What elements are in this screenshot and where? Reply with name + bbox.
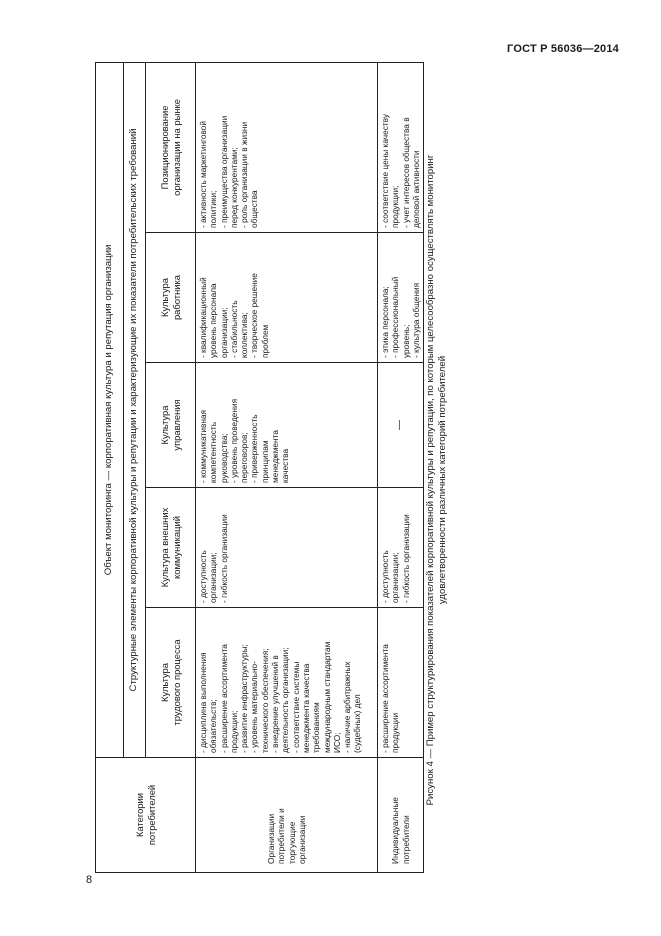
column-header-employee [146, 233, 196, 363]
column-header-labor [146, 608, 196, 758]
column-header-communications [146, 488, 196, 608]
table-row [196, 62, 378, 872]
rotated-table-frame [95, 63, 421, 873]
object-header: Объект мониторинга — корпоративная культура и репутация организации [96, 62, 124, 757]
cell-text: - этика персонала; - профессиональный уровень; - культура общения [380, 276, 421, 358]
caption-line-2: удовлетворенности различных категорий потребителей [437, 355, 448, 605]
table-container [95, 63, 421, 873]
table-cell [378, 488, 424, 608]
category-text: Организации потребители и торгующие организации [265, 808, 307, 864]
caption-line-1: Рисунок 4 — Пример структурирования показателей корпоративной культуры и репутации, по которым целесообразно осуществлять мониторинг [425, 154, 436, 806]
cell-text: - доступность организации; - гибкость организации [198, 514, 229, 603]
monitoring-table [95, 62, 424, 873]
standard-designation: ГОСТ Р 56036—2014 [507, 43, 619, 55]
table-cell [196, 488, 378, 608]
column-header-text: Позиционирование организации на рынке [159, 99, 182, 196]
column-header-text: Культура трудового процесса [159, 639, 182, 726]
column-header-text: Культура управления [159, 399, 182, 451]
table-cell [196, 363, 378, 488]
cell-text: - дисциплина выполнения обязательств; - расширение ассортимента продукции; - развитие инфраструктуры; - уровень материально- технического обеспечения; - внедрение улучшений в деятельность организации; - соответствие системы менеджмента качества требованиям международным стандартам ИСО; - наличие арбитражных (судебных) дел [198, 641, 363, 753]
table-cell [196, 608, 378, 758]
cell-text: - коммуникативная компетентность руководства; - уровень проведения переговоров; - приверженность принципам менеджмента качества [198, 398, 291, 483]
table-cell [378, 62, 424, 232]
column-header-management [146, 363, 196, 488]
table-cell [196, 233, 378, 363]
table-cell [378, 363, 424, 488]
table-cell [378, 608, 424, 758]
category-cell [196, 758, 378, 873]
cell-text: - соответствие цены качеству продукции; - учет интересов общества в деловой активности [380, 113, 421, 228]
cell-text: - расширение ассортимента продукции [380, 644, 401, 753]
table-row [378, 62, 424, 872]
cell-text: - доступность организации; - гибкость организации [380, 514, 411, 603]
cell-text: - квалификационный уровень персонала организации; - стабильность коллектива; - творческое решение проблем [198, 273, 270, 358]
cell-text: — [394, 420, 406, 430]
category-column-header [96, 758, 196, 873]
figure-caption [425, 100, 481, 860]
column-header-positioning [146, 62, 196, 232]
table-cell [196, 62, 378, 232]
category-text: Индивидуальные потребители [390, 797, 411, 864]
column-header-text: Культура внешних коммуникаций [159, 507, 182, 588]
category-cell [378, 758, 424, 873]
corner-header-text: Категории потребителей [134, 784, 157, 846]
figure-caption-container [425, 100, 481, 860]
cell-text: - активность маркетинговой политики; - преимущества организации перед конкурентами; - роль организации в жизни общества [198, 115, 260, 228]
table-cell [378, 233, 424, 363]
page-number: 8 [86, 874, 93, 886]
column-header-text: Культура работника [159, 274, 182, 321]
elements-header: Структурные элементы корпоративной культуры и репутации и характеризующие их показатели потребительских требований [124, 62, 146, 757]
